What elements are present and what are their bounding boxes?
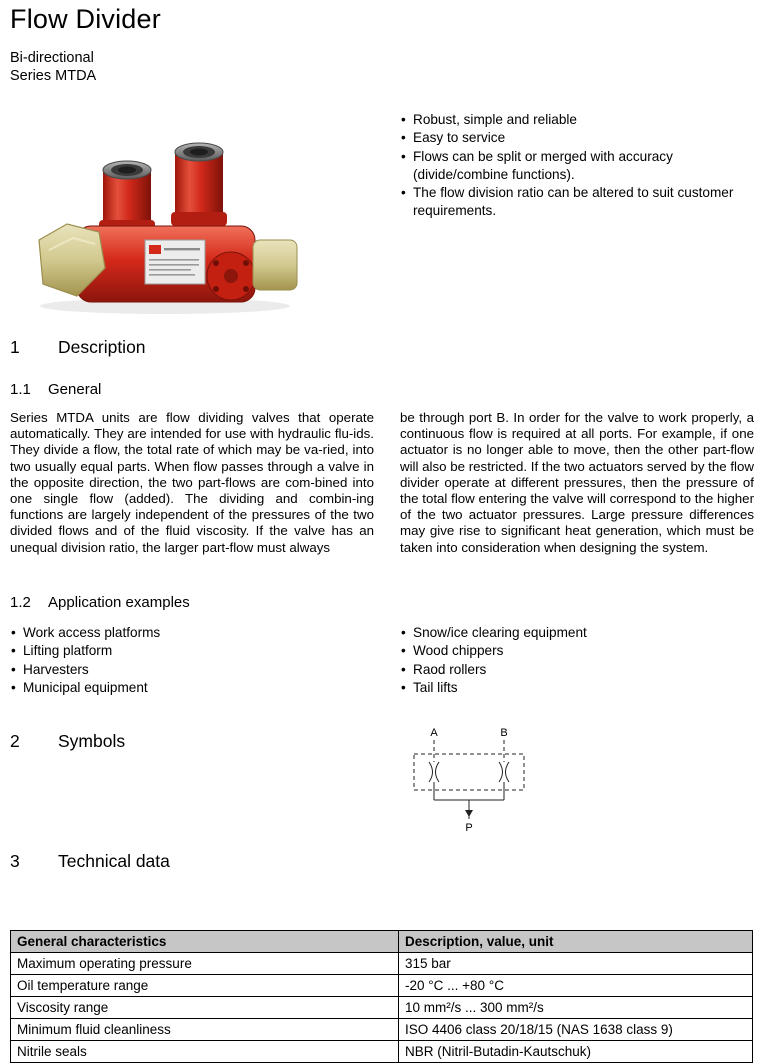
section-heading-technical-data [10, 851, 170, 872]
table-cell: 315 bar [399, 953, 753, 975]
table-header-description-value-unit: Description, value, unit [399, 931, 753, 953]
subtitle-line1: Bi-directional [10, 50, 94, 66]
table-header-general-characteristics: General characteristics [11, 931, 399, 953]
section-title: Technical data [58, 851, 170, 871]
subsection-heading-general [10, 381, 101, 398]
feature-item: • Easy to service [400, 129, 758, 147]
section-title: Description [58, 337, 146, 357]
table-cell: Maximum operating pressure [11, 953, 399, 975]
subsection-title: Application examples [48, 594, 190, 611]
subtitle-line2: Series MTDA [10, 68, 97, 84]
table-cell: -20 °C ... +80 °C [399, 975, 753, 997]
table-row [11, 975, 753, 997]
section-number: 3 [10, 851, 20, 871]
page-title: Flow Divider [10, 4, 161, 34]
port-p-label: P [465, 822, 473, 834]
subsection-number: 1.2 [10, 594, 31, 611]
table-header-row [11, 931, 753, 953]
application-list-right [400, 624, 760, 697]
application-item: • Municipal equipment [10, 679, 370, 697]
subsection-title: General [48, 381, 102, 398]
application-item: • Harvesters [10, 661, 370, 679]
subsection-number: 1.1 [10, 381, 31, 398]
table-cell: ISO 4406 class 20/18/15 (NAS 1638 class 9) [399, 1019, 753, 1041]
feature-item: • Flows can be split or merged with accuracy (divide/combine functions). [400, 148, 758, 185]
application-item: • Raod rollers [400, 661, 760, 679]
table-row [11, 1041, 753, 1063]
application-item: • Snow/ice clearing equipment [400, 624, 760, 642]
valve-flange [207, 252, 255, 300]
table-cell: NBR (Nitril-Butadin-Kautschuk) [399, 1041, 753, 1063]
section-number: 1 [10, 337, 20, 357]
product-label [145, 240, 205, 284]
feature-item: • The flow division ratio can be altered to suit customer requirements. [400, 184, 758, 221]
table-cell: Oil temperature range [11, 975, 399, 997]
hydraulic-symbol-diagram [398, 726, 538, 834]
product-photo [15, 100, 315, 315]
section-heading-symbols [10, 731, 125, 752]
section-number: 2 [10, 731, 20, 751]
application-item: • Tail lifts [400, 679, 760, 697]
table-row [11, 953, 753, 975]
general-text-left-column: Series MTDA units are flow dividing valves that operate automatically. They are intended for use with hydraulic flu-ids. They divide a flow, the total rate of which may be va-ried, into two usually equal parts. When flow passes through a valve in the opposite direction, the two part-flows are com-bined into one single flow (added). The dividing and combin-ing functions are largely independent of the pressures of the two divided flows and of the fluid viscosity. If the valve has an unequal division ratio, the larger part-flow must always [10, 410, 374, 555]
feature-list [400, 111, 758, 221]
table-row [11, 997, 753, 1019]
section-heading-description [10, 337, 146, 358]
application-list-left [10, 624, 370, 697]
application-item: • Work access platforms [10, 624, 370, 642]
port-b-label: B [500, 727, 508, 739]
table-cell: Nitrile seals [11, 1041, 399, 1063]
application-item: • Lifting platform [10, 642, 370, 660]
technical-data-table [10, 930, 753, 1063]
feature-item: • Robust, simple and reliable [400, 111, 758, 129]
table-cell: Viscosity range [11, 997, 399, 1019]
port-a-label: A [430, 727, 438, 739]
table-row [11, 1019, 753, 1041]
page-subtitle [10, 49, 96, 85]
general-text-right-column: be through port B. In order for the valve to work properly, a continuous flow is required at all ports. For example, if one actuator is no longer able to move, then the other part-flow will also be restricted. If the two actuators served by the flow divider operate at different pressures, then the pressure of the total flow entering the valve will correspond to the higher of the two actuator pressures. Large pressure differences may give rise to significant heat generation, which must be taken into consideration when designing the system. [400, 410, 755, 555]
subsection-heading-applications [10, 594, 190, 611]
table-cell: Minimum fluid cleanliness [11, 1019, 399, 1041]
table-cell: 10 mm²/s ... 300 mm²/s [399, 997, 753, 1019]
section-title: Symbols [58, 731, 126, 751]
flow-arrow-icon [465, 810, 473, 817]
application-item: • Wood chippers [400, 642, 760, 660]
